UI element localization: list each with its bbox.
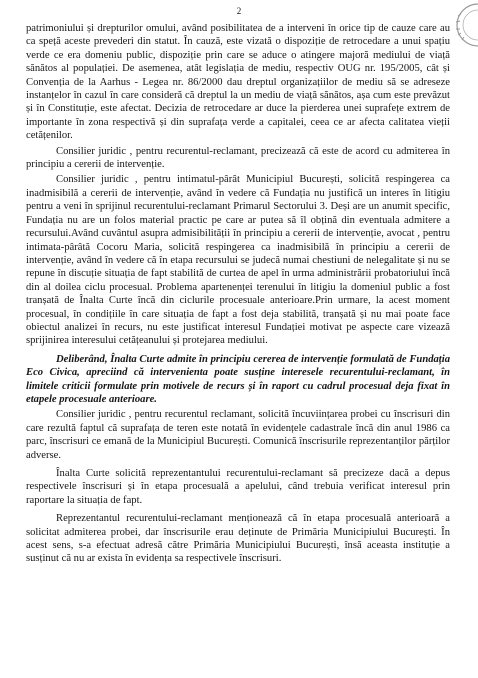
page-number: 2 xyxy=(236,6,242,16)
paragraph-recurent-position: Consilier juridic , pentru recurentul-reclamant, precizează că este de acord cu admiterea în principiu a cererii de intervenție. xyxy=(26,145,450,171)
court-seal-icon xyxy=(448,2,478,48)
paragraph-representative-answer: Reprezentantul recurentului-reclamant menționează că în etapa procesuală anterioară a solicitat admiterea probei, dar înscrisurile erau deținute de Primăria Municipiului București. În acest sens, s-a efectuat adresă către Primăria Municipiului București, însă aceasta instituție a susținut că nu ar exista în evidența sa respectivele înscrisuri. xyxy=(26,513,450,565)
paragraph-intimat-position: Consilier juridic , pentru intimatul-pârât Municipiul București, solicită respingerea ca inadmisibilă a cererii de intervenție, având în vedere că Fundația nu justifică un interes în litigiu pentru a veni în sprijinul recurentului-reclamant Primarul Sectorului 3. Deși are un anumit specific, Fundația nu are un folos material practic pe care ar putea să îl obțină din eventuala admitere a recursului.Având cuvântul asupra admisibilității în principiu a cererii de intervenție, avocat , pentru intimata-pârâtă Cocoru Maria, solicită respingerea ca inadmisibilă în principiu a cererii de intervenție, având în vedere că în etapa recursului se judecă numai chestiuni de nelegalitate și nu se repune în discuție situația de fapt stabilită de curtea de apel în urma administrării probatoriului încă din al doilea ciclu procesual. Problema apartenenței terenului în litigiu la domeniul public a fost tranșată de Înalta Curte încă din ciclurile procesuale anterioare.Prin urmare, la acest moment procesual, în condițiile în care situația de fapt a fost deja stabilită, tranșată și nu mai poate face obiectul analizei în recurs, nu este justificat interesul Fundației motivat pe aspecte care vizează sprijinirea interesului cetățeanului și protejarea mediului. xyxy=(26,174,450,347)
paragraph-court-question: Înalta Curte solicită reprezentantului recurentului-reclamant să precizeze dacă a depus respectivele înscrisuri și în etapa procesuală a apelului, când trebuia verificat interesul prin raportare la situația de fapt. xyxy=(26,468,450,506)
paragraph-evidence-request: Consilier juridic , pentru recurentul reclamant, solicită încuviințarea probei cu înscrisuri din care rezultă faptul că suprafața de teren este notată în evidențele cadastrale încă din anul 1986 ca parc, înscrisuri ce emană de la Municipiul București. Comunică înscrisurile reprezentanților părților adverse. xyxy=(26,409,450,461)
document-body xyxy=(26,22,450,566)
paragraph-continuation: patrimoniului și drepturilor omului, având posibilitatea de a interveni în orice tip de cauze care au ca speță aceste prevederi din statut. În cauză, este vizată o dispoziție de retrocedare a unui spațiu verde ce era domeniu public, dispoziție prin care se aduce o atingere majoră mediului de viață sănătos al populației. De asemenea, atât legislația de mediu, respectiv OUG nr. 195/2005, cât și Convenția de la Aarhus - Legea nr. 86/2000 dau dreptul organizațiilor de mediu să se adreseze instanțelor în cazul în care consideră că dreptul la un mediu de viață sănătos, așa cum este prevăzut și în Constituție, este afectat. Decizia de retrocedare ar duce la pierderea unei suprafețe extrem de importante în zona respectivă și din suprafața verde a capitalei, ceea ce ar afecta calitatea vieții cetățenilor. xyxy=(26,23,450,142)
paragraph-court-deliberation: Deliberând, Înalta Curte admite în principiu cererea de intervenție formulată de Fundația Eco Civica, apreciind că intervenienta poate susține interesele recurentului-reclamant, în limitele criticii formulate prin motivele de recurs și în raport cu cadrul procesual deja fixat în etapele procesuale anterioare. xyxy=(26,353,450,405)
